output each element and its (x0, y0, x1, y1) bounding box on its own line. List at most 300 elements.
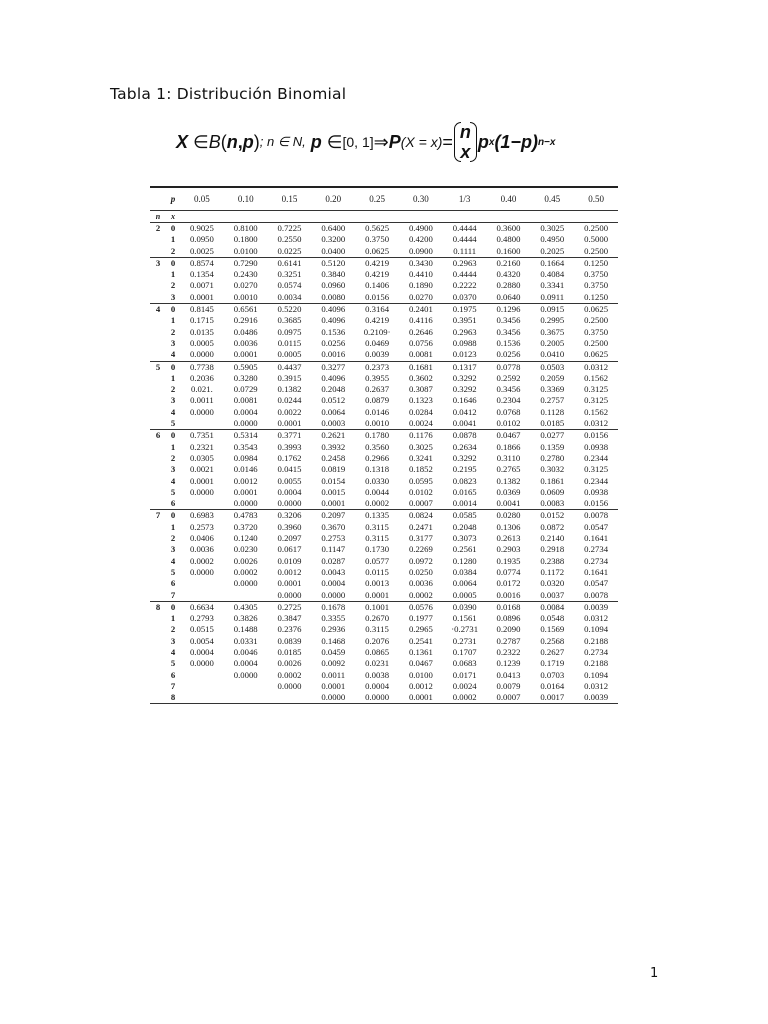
probability-cell: 0.0370 (452, 291, 477, 302)
probability-cell: 0.2471 (408, 521, 433, 532)
probability-cell: 0.0312 (584, 613, 609, 624)
probability-cell: 0.0172 (496, 578, 521, 589)
probability-cell (224, 692, 268, 704)
probability-cell: 0.1382 (496, 475, 521, 486)
probability-cell: 0.1730 (365, 544, 390, 555)
x-value: 4 (170, 349, 176, 360)
probability-cell: 0.0003 (321, 418, 346, 429)
x-value: 2 (170, 384, 176, 395)
probability-cell: 0.1852 (408, 464, 433, 475)
x-value: 1 (170, 269, 176, 280)
probability-cell: 0.0164 (540, 680, 565, 691)
probability-cell: 0.2918 (540, 544, 565, 555)
n-value (150, 327, 166, 338)
x-value: 2 (170, 452, 176, 463)
probability-cell: 0.0016 (321, 349, 346, 360)
probability-cell: 0.1646 (452, 395, 477, 406)
formula-one-minus-p: (1−p) (494, 131, 538, 152)
probability-cell: 0.2500 (584, 337, 609, 348)
probability-cell: 0.0165 (452, 486, 477, 497)
x-value: 3 (170, 464, 176, 475)
probability-cell: 0.0010 (365, 418, 390, 429)
probability-cell: 0.0013 (365, 578, 390, 589)
probability-cell (180, 670, 224, 681)
probability-cell: 0.2725 (268, 601, 312, 613)
probability-cell: 0.0100 (233, 245, 258, 256)
probability-cell: 0.0005 (452, 589, 477, 600)
probability-cell: 0.6983 (180, 510, 224, 522)
probability-cell: 0.0225 (277, 245, 302, 256)
probability-cell: 0.0950 (189, 234, 214, 245)
probability-cell: 0.2734 (584, 646, 609, 657)
probability-cell: 0.3292 (452, 384, 477, 395)
probability-cell: 0.2195 (452, 464, 477, 475)
probability-cell: 0.0585 (443, 510, 487, 522)
probability-cell: 0.2592 (496, 372, 521, 383)
x-value: 5 (170, 658, 176, 669)
p-value-header: 0.30 (413, 194, 429, 204)
probability-cell: 0.3073 (452, 533, 477, 544)
probability-cell: 0.3840 (321, 269, 346, 280)
probability-cell: 0.0102 (408, 486, 433, 497)
probability-cell: 0.2966 (365, 452, 390, 463)
x-value: 0 (166, 510, 180, 522)
n-value (150, 567, 166, 578)
table-row (150, 315, 618, 326)
n-value (150, 442, 166, 453)
probability-cell: 0.2090 (496, 624, 521, 635)
probability-cell: 0.0415 (277, 464, 302, 475)
probability-cell: 0.2936 (321, 624, 346, 635)
probability-cell: 0.2304 (496, 395, 521, 406)
probability-cell: 0.2916 (233, 315, 258, 326)
n-label: n (155, 212, 161, 221)
probability-cell: 0.0975 (277, 326, 302, 337)
probability-cell: 0.0001 (189, 475, 214, 486)
probability-cell: 0.4950 (540, 234, 565, 245)
table-row (150, 430, 618, 442)
document-title: Tabla 1: Distribución Binomial (110, 85, 347, 103)
x-value: 2 (170, 624, 176, 635)
n-value (150, 395, 166, 406)
probability-cell: 0.2373 (355, 361, 399, 373)
probability-cell: 0.3241 (408, 452, 433, 463)
probability-cell: 0.3602 (408, 372, 433, 383)
formula-interval: [0, 1] (342, 134, 374, 150)
probability-cell: 0.3955 (365, 372, 390, 383)
probability-cell: 0.0000 (189, 406, 214, 417)
probability-cell: 0.3993 (277, 441, 302, 452)
probability-cell: 0.0043 (321, 566, 346, 577)
probability-cell: 0.0547 (584, 578, 609, 589)
probability-cell: 0.4320 (496, 269, 521, 280)
probability-cell: 0.3932 (321, 441, 346, 452)
p-value-header: 0.15 (281, 194, 298, 204)
probability-cell: 0.5625 (355, 223, 399, 235)
probability-cell: 0.0778 (487, 361, 531, 373)
formula-prob: P (388, 131, 401, 152)
probability-cell: 0.2734 (584, 544, 609, 555)
table-row (150, 269, 618, 280)
probability-cell: 0.1536 (321, 326, 346, 337)
probability-cell: 0.0054 (189, 635, 214, 646)
n-value (150, 349, 166, 361)
p-value-header: 0.10 (237, 194, 254, 204)
n-value: 6 (150, 430, 166, 442)
probability-cell: 0.0185 (277, 646, 302, 657)
probability-cell: 0.0016 (496, 589, 521, 600)
probability-cell: 0.3369 (540, 384, 565, 395)
probability-cell: 0.2048 (321, 384, 346, 395)
probability-cell: 0.5220 (268, 304, 312, 316)
probability-cell: 0.0000 (189, 658, 214, 669)
probability-cell: 0.1935 (496, 555, 521, 566)
n-value (150, 498, 166, 510)
probability-cell: 0.1762 (277, 452, 302, 463)
probability-cell: 0.3292 (452, 372, 477, 383)
probability-cell: 0.7738 (180, 361, 224, 373)
probability-cell: 0.1306 (496, 521, 521, 532)
n-value (150, 234, 166, 245)
x-value: 0 (166, 304, 180, 316)
probability-cell: 0.0004 (365, 680, 390, 691)
probability-cell: 0.0001 (399, 692, 443, 704)
probability-cell: 0.2753 (321, 533, 346, 544)
table-row (150, 384, 618, 395)
probability-cell: 0.4096 (311, 304, 355, 316)
probability-cell: 0.2059 (540, 372, 565, 383)
table-row (150, 636, 618, 647)
x-value: 6 (170, 498, 176, 509)
probability-cell: 0.021. (191, 384, 213, 395)
probability-cell: 0.0000 (277, 680, 302, 691)
probability-cell: 0.2269 (408, 544, 433, 555)
probability-cell: 0.2541 (408, 635, 433, 646)
formula-exp-x: x (488, 136, 495, 148)
table-row (150, 670, 618, 681)
probability-cell: 0.0046 (233, 646, 258, 657)
probability-cell: 0.0036 (233, 337, 258, 348)
probability-cell: 0.3206 (268, 510, 312, 522)
probability-cell: 0.1562 (584, 372, 609, 383)
probability-cell (180, 578, 224, 589)
probability-cell: 0.0185 (540, 418, 565, 429)
x-value: 3 (170, 635, 176, 646)
formula-exp-nx: n−x (537, 136, 556, 148)
n-group (150, 601, 618, 704)
probability-cell: 0.2963 (443, 257, 487, 269)
table-row (150, 407, 618, 418)
probability-cell: 0.0039 (365, 349, 390, 360)
n-value (150, 658, 166, 669)
probability-cell: 0.0078 (574, 510, 618, 522)
probability-cell: 0.0064 (452, 578, 477, 589)
binomial-formula (176, 118, 555, 166)
probability-cell: 0.2621 (311, 430, 355, 442)
table-row (150, 349, 618, 361)
probability-cell: 0.0001 (321, 498, 346, 509)
binom-top: n (459, 122, 471, 142)
probability-cell: 0.1715 (189, 315, 214, 326)
n-value (150, 315, 166, 326)
probability-cell: 0.3750 (584, 326, 609, 337)
probability-cell: 0.1317 (443, 361, 487, 373)
x-value: 0 (166, 257, 180, 269)
probability-cell: 0.0774 (496, 566, 521, 577)
probability-cell: 0.1094 (584, 669, 609, 680)
probability-cell: 0.0022 (277, 406, 302, 417)
probability-cell: 0.0055 (277, 475, 302, 486)
binomial-coefficient (454, 122, 477, 162)
probability-cell: 0.3430 (399, 257, 443, 269)
probability-cell: 0.2344 (584, 452, 609, 463)
probability-cell: 0.2401 (399, 304, 443, 316)
probability-cell: 0.3543 (233, 441, 258, 452)
probability-cell: 0.3115 (365, 624, 389, 635)
nx-header-row (150, 211, 618, 223)
n-value (150, 269, 166, 280)
probability-cell: 0.0284 (408, 406, 433, 417)
probability-cell: 0.0041 (496, 498, 521, 509)
probability-cell: 0.0988 (452, 337, 477, 348)
probability-cell: 0.3087 (408, 384, 433, 395)
x-value: 1 (170, 372, 176, 383)
probability-cell: 0.1318 (365, 464, 390, 475)
probability-cell: 0.1240 (233, 533, 258, 544)
probability-cell: 0.0406 (189, 533, 214, 544)
probability-cell: 0.2097 (277, 533, 302, 544)
probability-cell: 0.3110 (496, 452, 521, 463)
probability-cell: 0.0017 (530, 692, 574, 704)
n-value (150, 636, 166, 647)
probability-cell: 0.0938 (584, 441, 609, 452)
probability-cell: 0.2500 (584, 245, 609, 256)
probability-cell: 0.1975 (443, 304, 487, 316)
probability-cell: 0.0287 (321, 555, 346, 566)
n-group (150, 430, 618, 510)
probability-cell: 0.2613 (496, 533, 521, 544)
probability-cell: 0.0002 (443, 692, 487, 704)
n-value (150, 522, 166, 533)
probability-cell: 0.0574 (277, 280, 302, 291)
n-value (150, 487, 166, 498)
probability-cell: 0.1111 (453, 245, 477, 256)
n-group (150, 510, 618, 601)
probability-cell: 0.7351 (180, 430, 224, 442)
probability-cell: 0.0369 (496, 486, 521, 497)
table-row (150, 223, 618, 235)
p-label: p (170, 194, 176, 204)
p-value-header: 0.45 (544, 194, 561, 204)
probability-cell: 0.1600 (496, 245, 521, 256)
probability-cell: 0.2995 (540, 315, 565, 326)
probability-cell: 0.4219 (365, 269, 390, 280)
table-row (150, 658, 618, 669)
probability-cell: 0.3032 (540, 464, 565, 475)
x-value: 0 (166, 223, 180, 235)
table-row (150, 510, 618, 522)
probability-cell: 0.0984 (233, 452, 258, 463)
probability-cell: 0.0092 (321, 658, 346, 669)
probability-cell: 0.4096 (321, 315, 346, 326)
table-row (150, 487, 618, 498)
probability-cell: 0.1641 (584, 566, 609, 577)
probability-cell: 0.0331 (233, 635, 258, 646)
probability-cell: 0.1094 (584, 624, 609, 635)
x-value: 5 (170, 486, 176, 497)
probability-cell: 0.0000 (277, 589, 302, 600)
n-value: 3 (150, 257, 166, 269)
p-header-row (150, 187, 618, 211)
probability-cell: 0.0312 (584, 418, 609, 429)
probability-cell: 0.1641 (584, 533, 609, 544)
x-value: 3 (170, 395, 176, 406)
p-value-header: 1/3 (458, 194, 471, 204)
probability-cell: 0.0041 (452, 418, 477, 429)
probability-cell: 0.0004 (321, 578, 346, 589)
binom-bottom: x (460, 142, 471, 162)
probability-cell: 0.2344 (584, 475, 609, 486)
probability-cell: 0.3951 (452, 315, 477, 326)
probability-cell: 0.1359 (540, 441, 565, 452)
probability-cell: 0.1678 (311, 601, 355, 613)
probability-cell: 0.2965 (408, 624, 433, 635)
probability-cell: 0.0277 (530, 430, 574, 442)
formula-n: n (226, 131, 238, 152)
probability-cell: 0.7290 (224, 257, 268, 269)
probability-cell: 0.6561 (224, 304, 268, 316)
probability-cell: 0.3560 (365, 441, 390, 452)
probability-cell: 0.0102 (496, 418, 521, 429)
probability-cell: 0.1561 (452, 613, 477, 624)
table-row (150, 361, 618, 373)
probability-cell: 0.2160 (487, 257, 531, 269)
n-value (150, 613, 166, 624)
probability-cell: 0.0823 (452, 475, 477, 486)
n-value (150, 590, 166, 602)
probability-cell: 0.0080 (321, 291, 346, 302)
n-value (150, 624, 166, 635)
probability-cell: 0.4800 (496, 234, 521, 245)
probability-cell: 0.0002 (233, 566, 258, 577)
probability-cell: 0.4096 (321, 372, 346, 383)
probability-cell: 0.0146 (365, 406, 390, 417)
formula-event: (X = x) (400, 134, 443, 150)
probability-cell: 0.1128 (540, 406, 565, 417)
probability-cell: 0.0039 (574, 601, 618, 613)
x-value: 2 (170, 280, 176, 291)
probability-cell: 0.0625 (365, 245, 390, 256)
probability-cell: 0.0312 (584, 680, 609, 691)
probability-cell: 0.0081 (233, 395, 258, 406)
probability-cell: 0.3164 (355, 304, 399, 316)
probability-cell: 0.0683 (452, 658, 477, 669)
probability-cell: 0.4200 (408, 234, 433, 245)
n-value: 7 (150, 510, 166, 522)
probability-cell: 0.0001 (233, 486, 258, 497)
probability-cell: 0.4219 (355, 257, 399, 269)
probability-cell: 0.0911 (540, 291, 565, 302)
probability-cell: 0.2109· (363, 326, 391, 337)
table-row (150, 373, 618, 384)
probability-cell: 0.0168 (487, 601, 531, 613)
probability-cell: 0.1361 (408, 646, 433, 657)
probability-cell: 0.0026 (233, 555, 258, 566)
x-value: 6 (170, 669, 176, 680)
probability-cell: 0.1354 (189, 269, 214, 280)
formula-in: ∈ (193, 131, 209, 152)
probability-cell: 0.2458 (321, 452, 346, 463)
probability-cell: 0.8145 (180, 304, 224, 316)
probability-cell: 0.0007 (408, 498, 433, 509)
table-row (150, 442, 618, 453)
probability-cell: 0.0115 (277, 337, 302, 348)
n-value (150, 246, 166, 258)
probability-cell: 0.2322 (496, 646, 521, 657)
x-value: 3 (170, 337, 176, 348)
probability-cell: 0.3915 (277, 372, 302, 383)
probability-cell: 0.0001 (365, 589, 390, 600)
probability-cell (180, 418, 224, 430)
probability-cell: 0.4444 (452, 269, 477, 280)
probability-cell: 0.1323 (408, 395, 433, 406)
n-group (150, 361, 618, 430)
probability-cell: 0.0064 (321, 406, 346, 417)
table-row (150, 464, 618, 475)
probability-cell: 0.0038 (365, 669, 390, 680)
x-value: 5 (170, 418, 176, 429)
probability-cell: 0.3960 (277, 521, 302, 532)
probability-cell: 0.0412 (452, 406, 477, 417)
probability-cell: 0.0768 (496, 406, 521, 417)
probability-cell: 0.5314 (224, 430, 268, 442)
probability-cell: 0.0312 (574, 361, 618, 373)
formula-b: B (208, 131, 221, 152)
probability-cell: 0.2321 (189, 441, 214, 452)
probability-cell: 0.0012 (233, 475, 258, 486)
probability-cell: 0.2188 (584, 658, 609, 669)
probability-cell: 0.2140 (540, 533, 565, 544)
n-value (150, 670, 166, 681)
probability-cell: 0.0270 (233, 280, 258, 291)
probability-cell: 0.3341 (540, 280, 565, 291)
table-row (150, 418, 618, 430)
probability-cell: 0.0010 (233, 291, 258, 302)
probability-cell: 0.0083 (540, 498, 565, 509)
probability-cell: 0.1562 (584, 406, 609, 417)
probability-cell: 0.3125 (584, 395, 609, 406)
n-value (150, 578, 166, 589)
table-row (150, 476, 618, 487)
probability-cell: 0.0036 (408, 578, 433, 589)
n-value (150, 292, 166, 304)
probability-cell: 0.0469 (365, 337, 390, 348)
x-label: x (171, 212, 175, 221)
x-value: 3 (170, 544, 176, 555)
p-value-header: 0.20 (325, 194, 342, 204)
probability-cell: 0.2222 (452, 280, 477, 291)
probability-cell: 0.0002 (189, 555, 214, 566)
probability-cell: 0.3125 (584, 384, 609, 395)
probability-cell: 0.1681 (399, 361, 443, 373)
x-value: 6 (170, 578, 176, 589)
probability-cell: 0.0036 (189, 544, 214, 555)
probability-cell: 0.2787 (496, 635, 521, 646)
probability-cell: 0.2076 (365, 635, 390, 646)
probability-cell: 0.2734 (584, 555, 609, 566)
probability-cell: 0.5120 (311, 257, 355, 269)
probability-cell: 0.3292 (452, 452, 477, 463)
